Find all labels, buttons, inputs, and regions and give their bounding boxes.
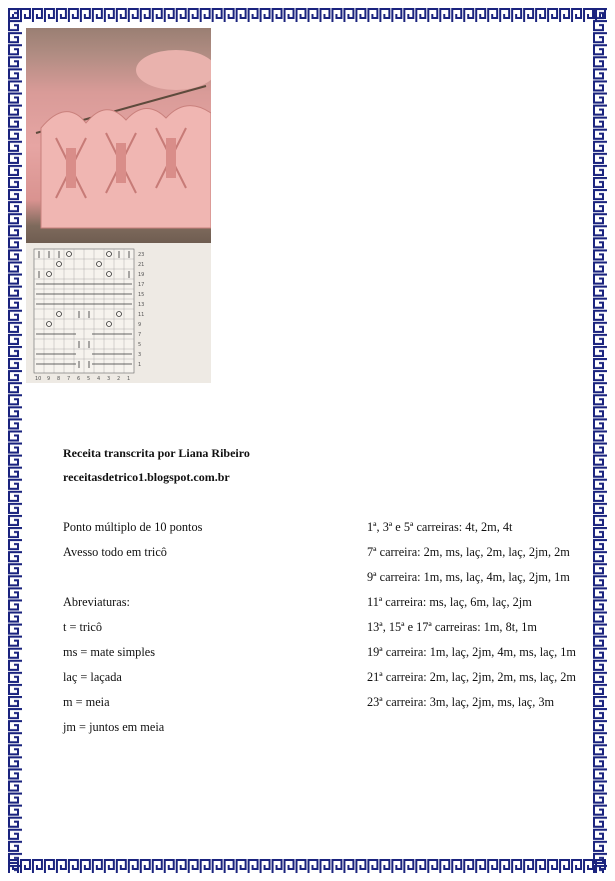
svg-text:5: 5 <box>138 342 142 348</box>
abbreviations-title: Abreviaturas: <box>63 595 130 609</box>
svg-text:2: 2 <box>117 376 121 382</box>
page-border-top <box>8 6 607 24</box>
abbreviation-item: ms = mate simples <box>63 645 155 659</box>
svg-text:8: 8 <box>57 376 61 382</box>
row-instruction: 21ª carreira: 2m, laç, 2jm, 2m, ms, laç, 2m <box>367 670 576 684</box>
abbreviation-item: t = tricô <box>63 620 103 634</box>
row-instruction: 11ª carreira: ms, laç, 6m, laç, 2jm <box>367 595 532 609</box>
svg-text:15: 15 <box>138 292 145 298</box>
knitting-chart-image <box>26 243 211 383</box>
row-instruction: 23ª carreira: 3m, laç, 2jm, ms, laç, 3m <box>367 695 555 709</box>
svg-text:23: 23 <box>138 252 145 258</box>
blog-url[interactable]: receitasdetrico1.blogspot.com.br <box>63 470 230 484</box>
svg-text:3: 3 <box>107 376 111 382</box>
row-instructions-column <box>367 520 576 720</box>
row-instruction: 1ª, 3ª e 5ª carreiras: 4t, 2m, 4t <box>367 520 513 534</box>
svg-text:13: 13 <box>138 302 145 308</box>
svg-text:10: 10 <box>35 376 42 382</box>
abbreviation-item: jm = juntos em meia <box>63 720 165 734</box>
svg-text:6: 6 <box>77 376 81 382</box>
row-instruction: 19ª carreira: 1m, laç, 2jm, 4m, ms, laç, 1m <box>367 645 576 659</box>
svg-text:4: 4 <box>97 376 101 382</box>
page-border-right <box>591 8 609 873</box>
svg-text:9: 9 <box>47 376 51 382</box>
spacer <box>63 570 202 595</box>
abbreviation-item: laç = laçada <box>63 670 122 684</box>
transcribed-by-credit: Receita transcrita por Liana Ribeiro <box>63 446 250 460</box>
svg-text:21: 21 <box>138 262 145 268</box>
row-instruction: 7ª carreira: 2m, ms, laç, 2m, laç, 2jm, 2m <box>367 545 570 559</box>
row-instruction: 13ª, 15ª e 17ª carreiras: 1m, 8t, 1m <box>367 620 537 634</box>
page-border-left <box>6 8 24 873</box>
svg-text:11: 11 <box>138 312 145 318</box>
row-instruction: 9ª carreira: 1m, ms, laç, 4m, laç, 2jm, 1m <box>367 570 570 584</box>
stitch-multiple-text: Ponto múltiplo de 10 pontos <box>63 520 203 534</box>
knitting-swatch-photo <box>26 28 211 243</box>
svg-text:1: 1 <box>138 362 142 368</box>
page-border-bottom <box>8 857 607 875</box>
pattern-info-column <box>63 520 202 745</box>
svg-text:9: 9 <box>138 322 142 328</box>
svg-text:7: 7 <box>138 332 142 338</box>
svg-text:1: 1 <box>127 376 131 382</box>
reverse-side-text: Avesso todo em tricô <box>63 545 167 559</box>
svg-text:3: 3 <box>138 352 142 358</box>
svg-text:19: 19 <box>138 272 145 278</box>
svg-text:7: 7 <box>67 376 71 382</box>
svg-text:5: 5 <box>87 376 91 382</box>
abbreviation-item: m = meia <box>63 695 110 709</box>
svg-text:17: 17 <box>138 282 145 288</box>
